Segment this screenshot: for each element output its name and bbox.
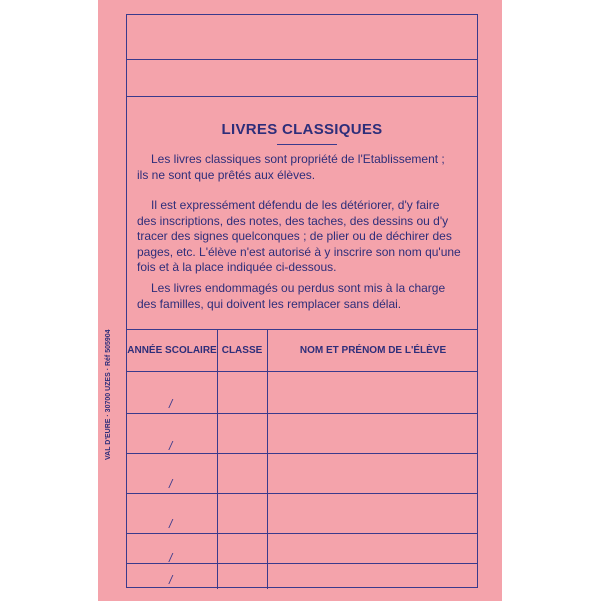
title-underline [277,144,337,145]
year-separator-mark: / [169,551,173,565]
year-separator-mark: / [169,439,173,453]
paragraph-line: pages, etc. L'élève n'est autorisé à y inscrire son nom qu'une [137,244,461,259]
card-frame [126,14,478,588]
paragraph-rules [137,198,467,276]
table-top-line [127,329,477,330]
year-separator-mark: / [169,573,173,587]
table-row-line [127,453,477,454]
year-separator-mark: / [169,397,173,411]
table-row-line [127,493,477,494]
table-row-line [127,563,477,564]
paragraph-damage [137,281,467,312]
paragraph-line: tracer des signes quelconques ; de plier ou de déchirer des [137,229,452,243]
top-blank-line [127,59,477,60]
table-header-line [127,371,477,372]
paragraph-line: des inscriptions, des notes, des taches, des dessins ou d'y [137,213,449,228]
top-blank-line [127,96,477,97]
paragraph-line: des familles, qui doivent les remplacer sans délai. [137,296,402,311]
paragraph-line: Les livres classiques sont propriété de l'Etablissement ; [151,152,445,166]
column-divider [217,329,218,589]
year-separator-mark: / [169,517,173,531]
library-card [98,0,502,601]
table-row-line [127,413,477,414]
year-separator-mark: / [169,477,173,491]
table-row-line [127,533,477,534]
paragraph-line: Les livres endommagés ou perdus sont mis à la charge [151,281,446,295]
column-divider [267,329,268,589]
paragraph-line: fois et à la place indiquée ci-dessous. [137,260,337,274]
card-title: LIVRES CLASSIQUES [221,121,383,138]
paragraph-line: ils ne sont que prêtés aux élèves. [137,167,316,182]
header-nom-prenom: NOM ET PRÉNOM DE L'ÉLÈVE [299,345,447,356]
paragraph-line: Il est expressément défendu de les détériorer, d'y faire [151,198,440,212]
publisher-reference: VAL D'EURE · 30700 UZES · Réf 505904 [105,329,112,460]
header-classe: CLASSE [221,345,263,356]
paragraph-ownership [137,152,467,183]
header-annee-scolaire: ANNÉE SCOLAIRE [127,345,217,356]
